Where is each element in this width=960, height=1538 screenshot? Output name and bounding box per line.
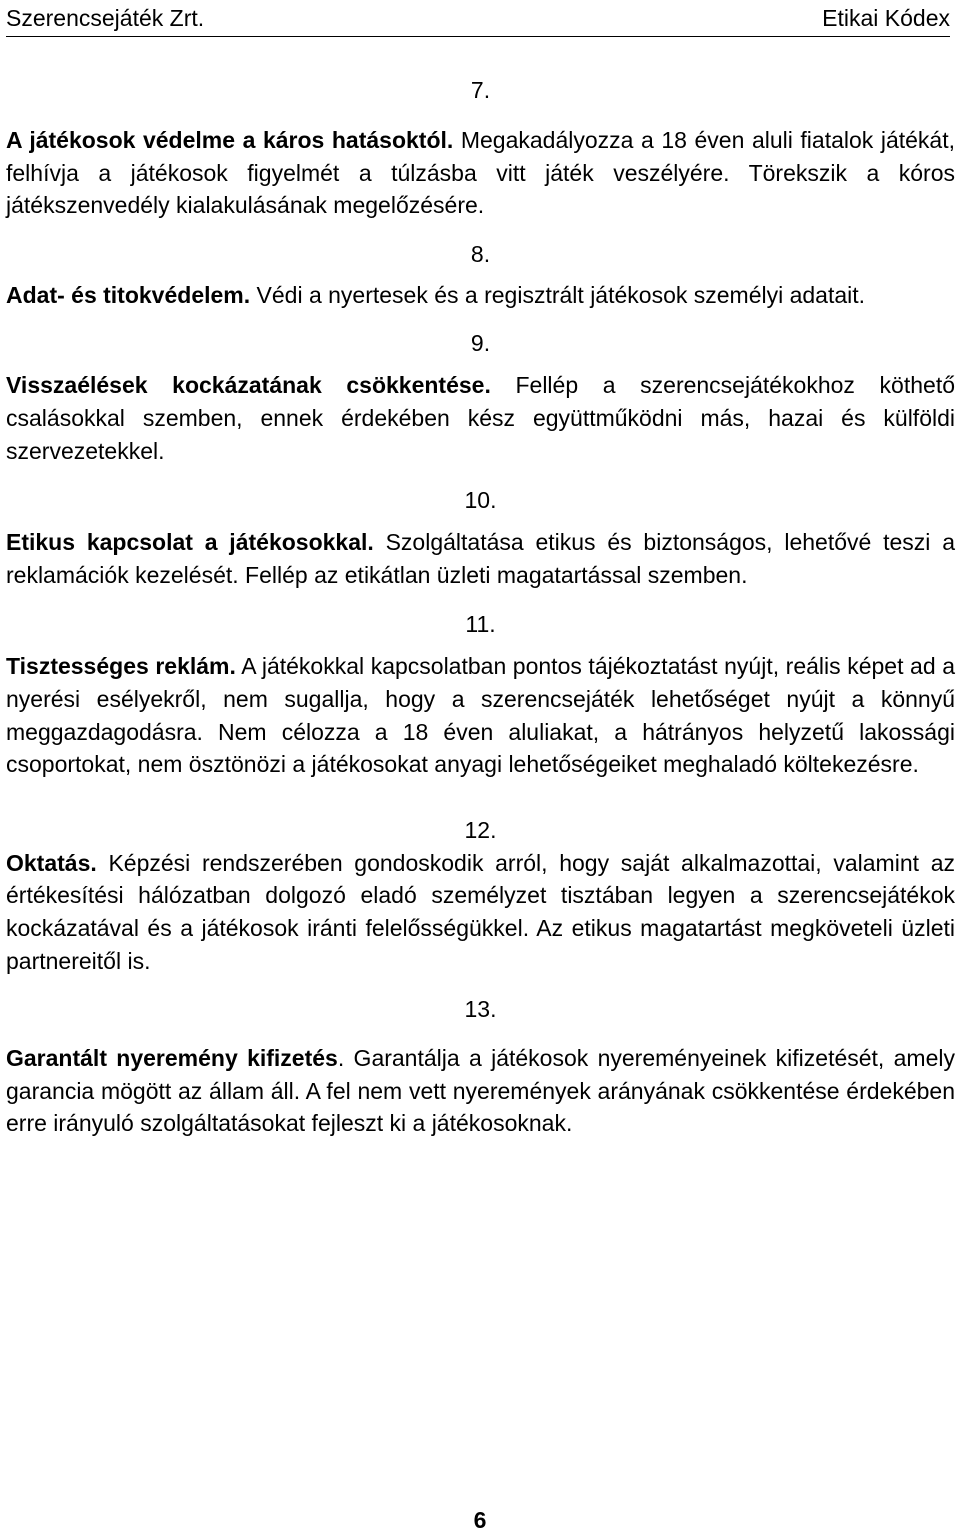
section-body: A játékokkal kapcsolatban pontos tájékoztatást nyújt, reális képet ad a nyerési esélyekről, nem sugallja, hogy a szerencsejáték lehetőséget nyújt a könnyű meggazdagodásra. Nem célozza a 18 éven aluliakat, a hátrányos helyzetű lakossági csoportokat, nem ösztönözi a játékosokat anyagi lehetőségeiket meghaladó költekezésre. <box>6 653 955 778</box>
section-paragraph <box>6 369 955 467</box>
section-paragraph <box>6 847 955 977</box>
section-title: Visszaélések kockázatának csökkentése. <box>6 372 491 399</box>
section-paragraph <box>6 650 955 780</box>
section-number: 9. <box>470 330 491 357</box>
section-body: Szolgáltatása etikus és biztonságos, lehetővé teszi a reklamációk kezelését. Fellép az etikátlan üzleti magatartással szemben. <box>6 529 955 588</box>
section-paragraph <box>6 1042 955 1140</box>
section-number: 13. <box>464 996 497 1023</box>
section-title: Oktatás. <box>6 849 97 876</box>
section-12 <box>6 814 955 977</box>
section-11 <box>6 608 955 780</box>
section-number: 11. <box>465 611 496 638</box>
section-9 <box>6 327 955 467</box>
section-number: 7. <box>470 77 491 103</box>
section-number: 10. <box>464 487 497 514</box>
section-7 <box>6 74 955 222</box>
section-10 <box>6 484 955 591</box>
section-body: . Garantálja a játékosok nyereményeinek kifizetését, amely garancia mögött az állam áll. A fel nem vett nyeremények arányának csökkentése érdekében erre irányuló szolgáltatásokat fejleszt ki a játékosoknak. <box>6 1045 955 1137</box>
header-company-name: Szerencsejáték Zrt. <box>6 5 205 31</box>
section-title: Tisztességes reklám. <box>6 653 236 680</box>
section-number: 12. <box>464 816 497 843</box>
header-document-title: Etikai Kódex <box>822 5 950 31</box>
section-8 <box>6 238 955 312</box>
section-title: A játékosok védelme a káros hatásoktól. <box>6 127 454 153</box>
section-body: Képzési rendszerében gondoskodik arról, hogy saját alkalmazottai, valamint az értékesítési hálózatban dolgozó eladó személyzet tisztában legyen a szerencsejátékok kockázatával és a játékosok iránti felelősségükkel. Az etikus magatartást megköveteli üzleti partnereitől is. <box>6 849 955 974</box>
page-header <box>6 0 950 37</box>
document-body <box>6 74 955 1140</box>
page-number: 6 <box>473 1507 487 1533</box>
section-body: Megakadályozza a 18 éven aluli fiatalok játékát, felhívja a játékosok figyelmét a túlzásba vitt játék veszélyére. Törekszik a kóros játékszenvedély kialakulásának megelőzésére. <box>6 127 955 219</box>
section-title: Adat- és titokvédelem. <box>6 281 251 308</box>
section-paragraph <box>6 279 955 312</box>
section-paragraph <box>6 526 955 591</box>
section-body: Védi a nyertesek és a regisztrált játékosok személyi adatait. <box>250 281 866 308</box>
section-number: 8. <box>470 240 491 267</box>
section-13 <box>6 993 955 1140</box>
section-paragraph <box>6 124 955 222</box>
section-body: Fellép a szerencsejátékokhoz köthető csalásokkal szemben, ennek érdekében kész együttműködni más, hazai és külföldi szervezetekkel. <box>6 372 956 464</box>
section-title: Etikus kapcsolat a játékosokkal. <box>6 529 374 556</box>
section-title: Garantált nyeremény kifizetés <box>6 1045 338 1072</box>
